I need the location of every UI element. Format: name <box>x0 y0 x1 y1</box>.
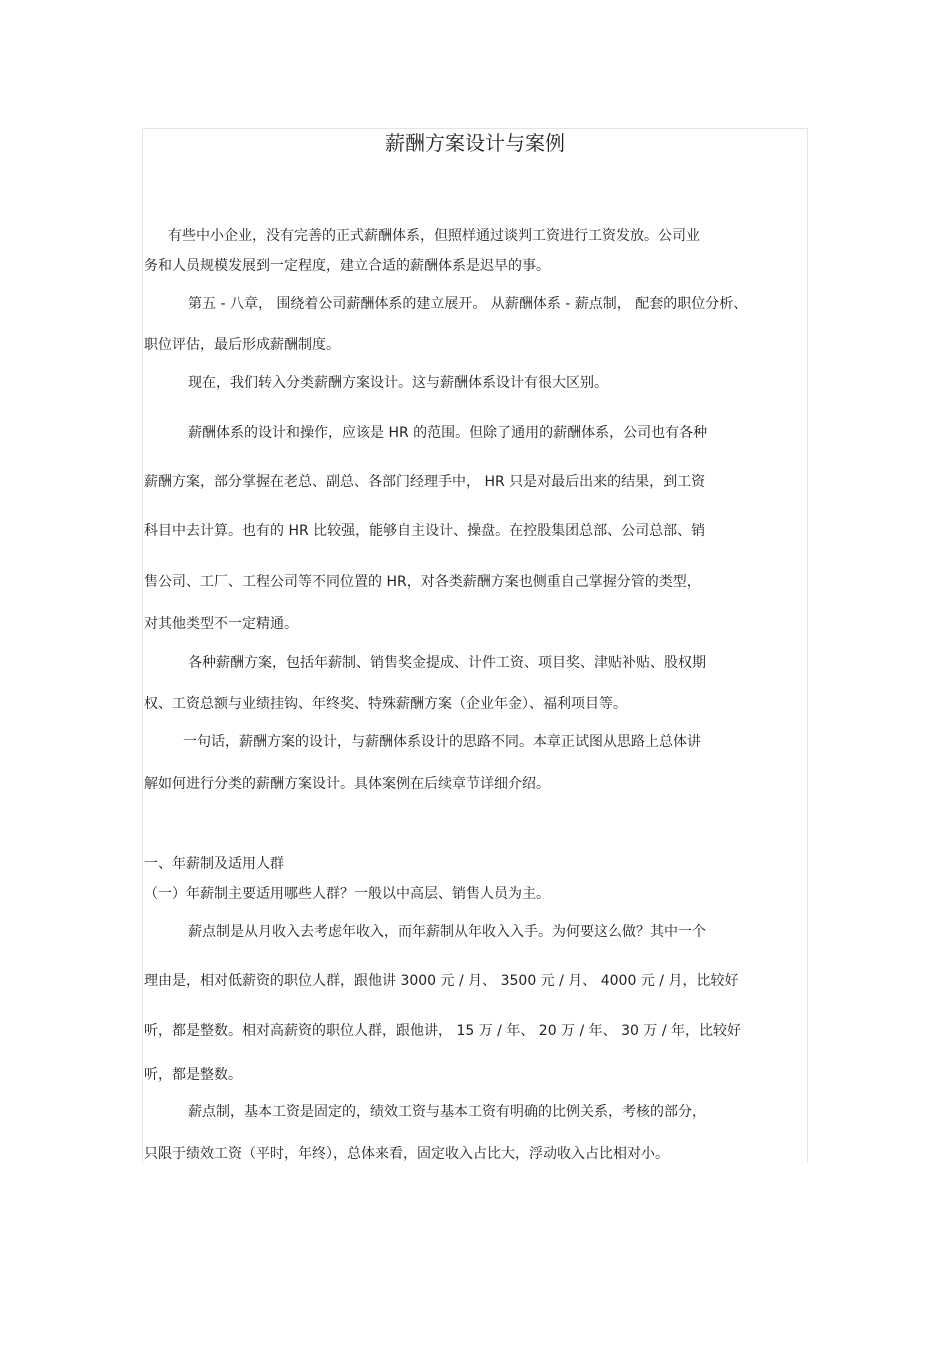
paragraph-line: 售公司、工厂、工程公司等不同位置的 HR，对各类薪酬方案也侧重自己掌握分管的类型， <box>144 574 701 590</box>
paragraph-line: 科目中去计算。也有的 HR 比较强，能够自主设计、操盘。在控股集团总部、公司总部、销 <box>144 523 706 539</box>
paragraph-line: 务和人员规模发展到一定程度，建立合适的薪酬体系是迟早的事。 <box>144 258 550 274</box>
paragraph-line: 对其他类型不一定精通。 <box>144 616 298 632</box>
paragraph-line: 薪点制，基本工资是固定的，绩效工资与基本工资有明确的比例关系，考核的部分， <box>188 1104 706 1120</box>
paragraph-line: 薪点制是从月收入去考虑年收入，而年薪制从年收入入手。为何要这么做？其中一个 <box>188 924 706 940</box>
section-heading: 一、年薪制及适用人群 <box>144 856 284 872</box>
subsection-heading: （一）年薪制主要适用哪些人群？一般以中高层、销售人员为主。 <box>144 886 550 902</box>
paragraph-line: 各种薪酬方案，包括年薪制、销售奖金提成、计件工资、项目奖、津贴补贴、股权期 <box>188 655 706 671</box>
paragraph-line: 薪酬体系的设计和操作，应该是 HR 的范围。但除了通用的薪酬体系，公司也有各种 <box>188 425 708 441</box>
paragraph-line: 权、工资总额与业绩挂钩、年终奖、特殊薪酬方案（企业年金）、福利项目等。 <box>144 696 627 712</box>
paragraph-line: 听，都是整数。相对高薪资的职位人群，跟他讲， 15 万 / 年、 20 万 / 年、 30 万 / 年，比较好 <box>144 1023 741 1039</box>
paragraph-line: 第五 - 八章， 围绕着公司薪酬体系的建立展开。 从薪酬体系 - 薪点制， 配套的职位分析、 <box>188 296 748 312</box>
paragraph-line: 薪酬方案，部分掌握在老总、副总、各部门经理手中， HR 只是对最后出来的结果，到工资 <box>144 474 706 490</box>
document-title: 薪酬方案设计与案例 <box>385 131 565 155</box>
paragraph-line: 听，都是整数。 <box>144 1067 242 1083</box>
paragraph-line: 理由是，相对低薪资的职位人群，跟他讲 3000 元 / 月、 3500 元 / 月、 4000 元 / 月，比较好 <box>144 973 739 989</box>
paragraph-line: 一句话，薪酬方案的设计，与薪酬体系设计的思路不同。本章正试图从思路上总体讲 <box>183 734 701 750</box>
paragraph-line: 解如何进行分类的薪酬方案设计。具体案例在后续章节详细介绍。 <box>144 776 550 792</box>
paragraph-line: 现在，我们转入分类薪酬方案设计。这与薪酬体系设计有很大区别。 <box>188 375 608 391</box>
paragraph-line: 有些中小企业，没有完善的正式薪酬体系，但照样通过谈判工资进行工资发放。公司业 <box>168 228 700 244</box>
page-frame <box>142 128 808 1163</box>
paragraph-line: 只限于绩效工资（平时，年终），总体来看，固定收入占比大，浮动收入占比相对小。 <box>144 1146 669 1162</box>
paragraph-line: 职位评估，最后形成薪酬制度。 <box>144 337 340 353</box>
